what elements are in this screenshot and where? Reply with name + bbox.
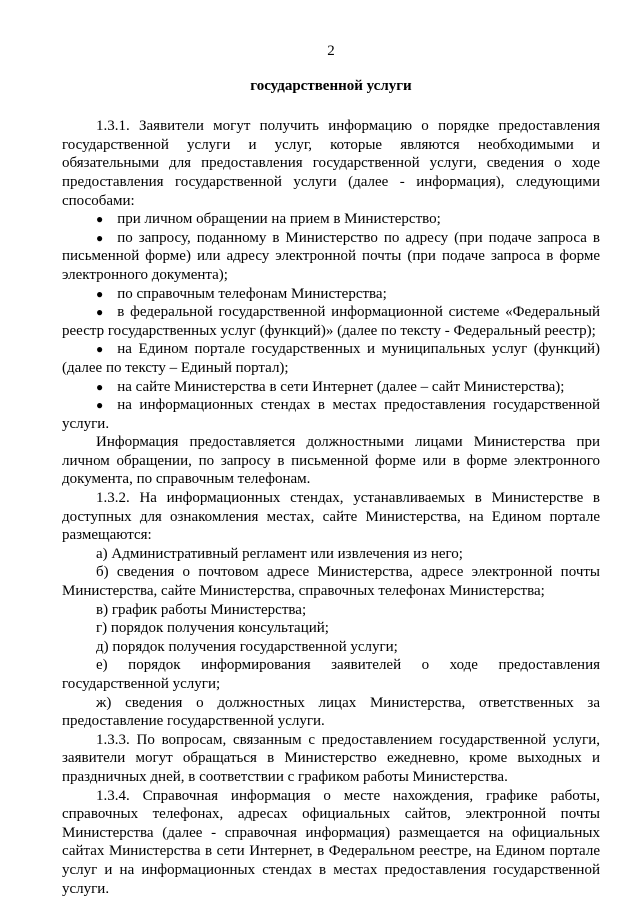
- section-heading: государственной услуги: [250, 77, 412, 94]
- bullet-icon: ●: [96, 379, 104, 394]
- list-item: а) Административный регламент или извлечения из него;: [96, 545, 463, 562]
- paragraph-1-3-1: 1.3.1. Заявители могут получить информацию о порядке предоставления государственной услуги и услуг, которые являются необходимыми и обязательными для предоставления государственной услуги, сведения о ходе предоставления государственной услуги (далее - информация), следующими способами:: [62, 118, 600, 209]
- list-item: г) порядок получения консультаций;: [96, 620, 329, 637]
- bullet-icon: ●: [96, 342, 104, 357]
- list-item: ● по запросу, поданному в Министерство по адресу (при подаче запроса в письменной форме) или адресу электронной почты (при подаче запроса в форме электронного документа);: [62, 229, 600, 283]
- bullet-icon: ●: [96, 398, 104, 413]
- bullet-icon: ●: [96, 230, 104, 245]
- list-item: ● по справочным телефонам Министерства;: [96, 285, 387, 302]
- list-item: в) график работы Министерства;: [96, 601, 307, 618]
- paragraph-1-3-2: 1.3.2. На информационных стендах, устанавливаемых в Министерстве в доступных для ознакомления местах, сайте Министерства, на Едином портале размещаются:: [62, 490, 600, 544]
- paragraph-1-3-3: 1.3.3. По вопросам, связанным с предоставлением государственной услуги, заявители могут обращаться в Министерство ежедневно, кроме выходных и праздничных дней, в соответствии с графиком работы Министерства.: [62, 731, 600, 785]
- list-item: ● на сайте Министерства в сети Интернет (далее – сайт Министерства);: [96, 378, 565, 395]
- list-item: ж) сведения о должностных лицах Министерства, ответственных за предоставление государственной услуги.: [62, 694, 600, 730]
- list-item: ● при личном обращении на прием в Министерство;: [96, 211, 441, 228]
- list-item: е) порядок информирования заявителей о ходе предоставления государственной услуги;: [62, 657, 600, 692]
- bullet-icon: ●: [96, 286, 104, 301]
- paragraph-info-provided: Информация предоставляется должностными лицами Министерства при личном обращении, по запросу в письменной форме или в форме электронного документа, по справочным телефонам.: [62, 434, 600, 488]
- list-item: ● на Едином портале государственных и муниципальных услуг (функций) (далее по тексту – Единый портал);: [62, 341, 600, 376]
- list-item: ● на информационных стендах в местах предоставления государственной услуги.: [62, 397, 600, 432]
- bullet-icon: ●: [96, 305, 104, 320]
- bullet-icon: ●: [96, 212, 104, 227]
- paragraph-1-3-4: 1.3.4. Справочная информация о месте нахождения, графике работы, справочных телефонах, адресах официальных сайтов, электронной почты Министерства (далее - справочная информация) размещается на официальных сайтах Министерства в сети Интернет, в Федеральном реестре, на Едином портале услуг и на информационных стендах в местах предоставления государственной услуги.: [62, 787, 600, 897]
- list-item: б) сведения о почтовом адресе Министерства, адресе электронной почты Министерства, сайте Министерства, справочных телефонах Министерства;: [62, 564, 600, 600]
- list-item: д) порядок получения государственной услуги;: [96, 638, 398, 655]
- bullet-list: [62, 210, 600, 433]
- page-number: 2: [327, 43, 335, 59]
- list-item: ● в федеральной государственной информационной системе «Федеральный реестр государственных услуг (функций)» (далее по тексту - Федеральный реестр);: [62, 304, 600, 339]
